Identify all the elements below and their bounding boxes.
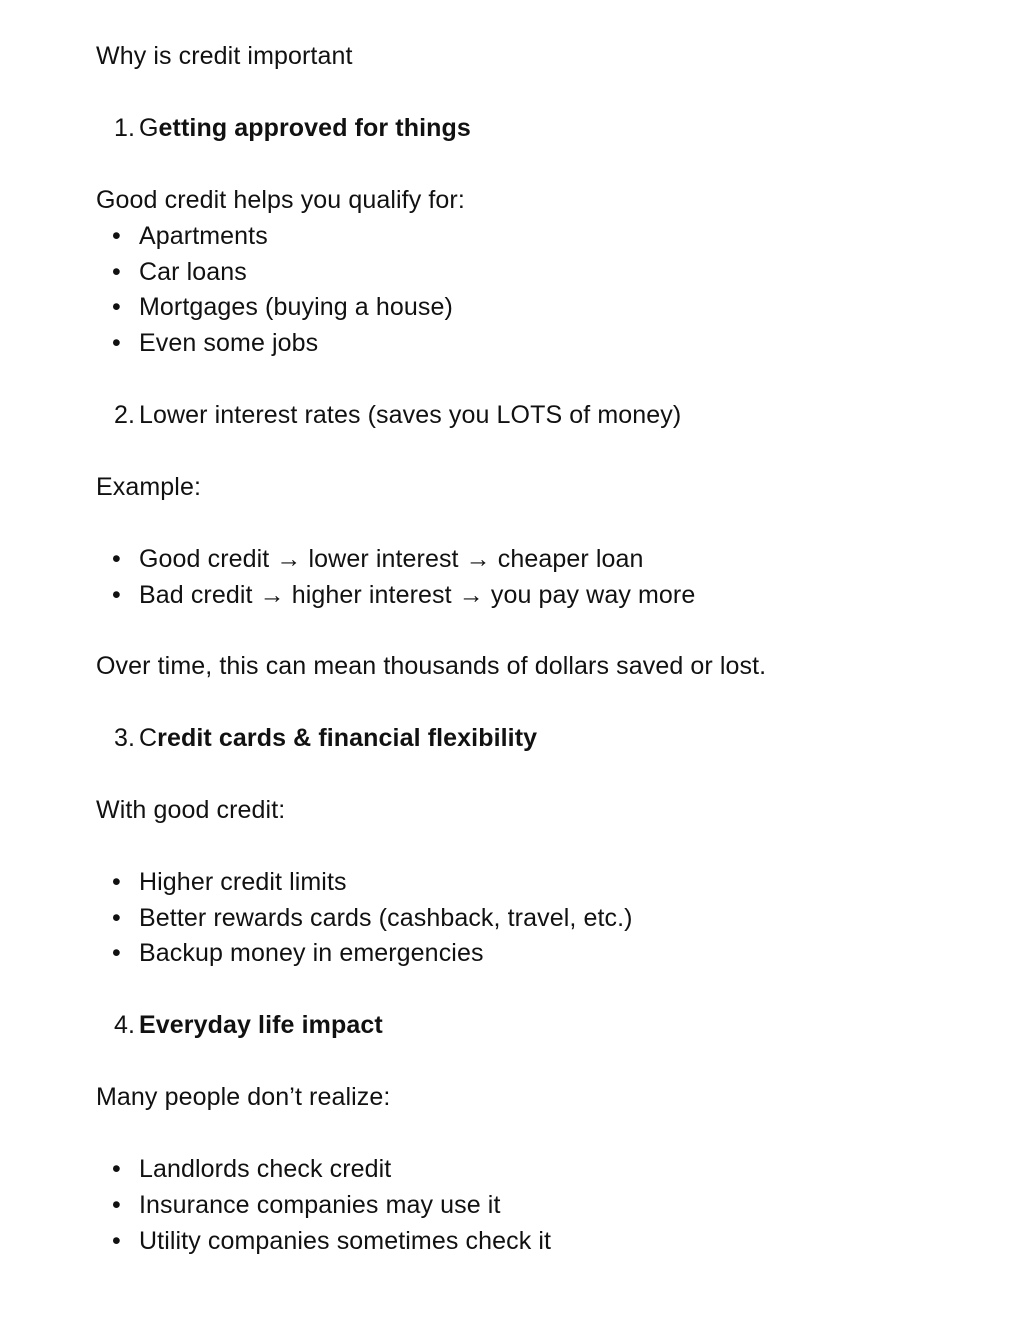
bullet-icon: •: [112, 581, 121, 609]
section-outro-2: Over time, this can mean thousands of dollars saved or lost.: [96, 652, 767, 680]
list-item: [112, 292, 453, 322]
list-item: [112, 867, 347, 897]
bullet-icon: •: [112, 1227, 121, 1255]
bullet-icon: •: [112, 939, 121, 967]
list-item: [112, 903, 633, 933]
section-intro-4: Many people don’t realize:: [96, 1083, 391, 1111]
heading-text: Everyday life impact: [139, 1011, 383, 1039]
list-item-text: Good credit → lower interest → cheaper loan: [139, 545, 644, 573]
heading-text: Lower interest rates (saves you LOTS of money): [139, 401, 682, 429]
list-item: [112, 1226, 551, 1256]
list-item-text: Better rewards cards (cashback, travel, etc.): [139, 904, 633, 932]
list-item-text: Insurance companies may use it: [139, 1191, 501, 1219]
section-intro-3: With good credit:: [96, 796, 286, 824]
list-item-text: Landlords check credit: [139, 1155, 392, 1183]
list-item-text: Even some jobs: [139, 329, 319, 357]
section-number: 4.: [114, 1011, 136, 1039]
section-number: 1.: [114, 114, 136, 142]
section-heading-4: [114, 1010, 383, 1040]
list-item-text: Utility companies sometimes check it: [139, 1227, 552, 1255]
section-heading-1: [114, 113, 471, 143]
heading-text: etting approved for things: [158, 114, 471, 142]
bullet-icon: •: [112, 258, 121, 286]
section-intro-1: Good credit helps you qualify for:: [96, 186, 465, 214]
list-item: [112, 1154, 391, 1184]
list-item-text: Apartments: [139, 222, 268, 250]
section-heading-2: [114, 400, 681, 430]
section-number: 2.: [114, 401, 136, 429]
section-number: 3.: [114, 724, 136, 752]
list-item: [112, 544, 644, 574]
list-item: [112, 221, 268, 251]
section-intro-2: Example:: [96, 473, 202, 501]
bullet-icon: •: [112, 904, 121, 932]
bullet-icon: •: [112, 222, 121, 250]
list-item-text: Higher credit limits: [139, 868, 347, 896]
heading-first-letter: C: [139, 724, 158, 752]
list-item: [112, 1190, 501, 1220]
bullet-icon: •: [112, 868, 121, 896]
list-item: [112, 257, 247, 287]
list-item-text: Car loans: [139, 258, 247, 286]
list-item: [112, 938, 484, 968]
list-item-text: Mortgages (buying a house): [139, 293, 453, 321]
bullet-icon: •: [112, 1155, 121, 1183]
list-item-text: Backup money in emergencies: [139, 939, 484, 967]
document-title: Why is credit important: [96, 42, 353, 70]
list-item: [112, 580, 695, 610]
heading-text: redit cards & financial flexibility: [157, 724, 538, 752]
section-heading-3: [114, 723, 537, 753]
bullet-icon: •: [112, 329, 121, 357]
bullet-icon: •: [112, 1191, 121, 1219]
bullet-icon: •: [112, 545, 121, 573]
list-item: [112, 328, 318, 358]
bullet-icon: •: [112, 293, 121, 321]
list-item-text: Bad credit → higher interest → you pay way more: [139, 581, 696, 609]
heading-first-letter: G: [139, 114, 159, 142]
